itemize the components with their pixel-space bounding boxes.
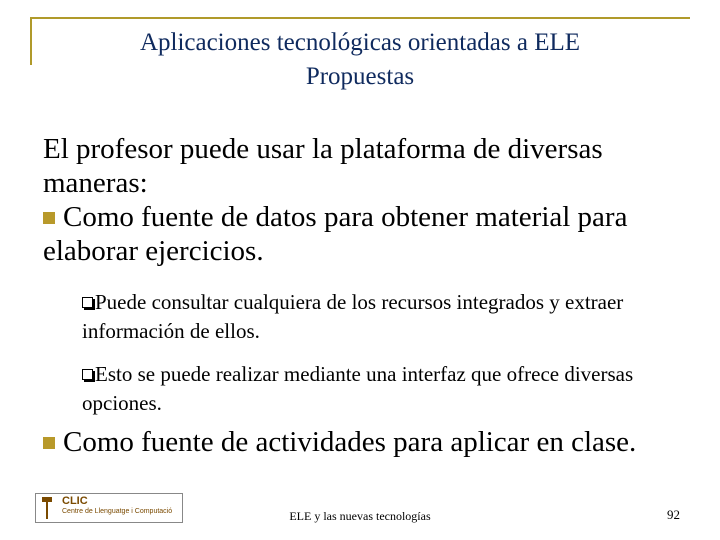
sub-bullet-item <box>82 360 682 418</box>
title-frame-top-line <box>30 17 690 19</box>
bullet-text: Como fuente de datos para obtener material para elaborar ejercicios. <box>43 201 628 267</box>
logo-name: CLIC <box>62 495 88 507</box>
square-bullet-icon <box>43 212 55 224</box>
clic-logo <box>35 493 183 523</box>
sub-bullet-text: Esto se puede realizar mediante una interfaz que ofrece diversas opciones. <box>82 362 634 415</box>
page-number: 92 <box>667 507 680 522</box>
bullet-item <box>43 425 703 459</box>
title-frame-left-line <box>30 17 32 65</box>
slide-body <box>43 132 683 268</box>
hollow-square-bullet-icon <box>82 369 93 380</box>
sub-bullet-text: Puede consultar cualquiera de los recursos integrados y extraer información de ellos. <box>82 290 624 343</box>
slide-title-line-1: Aplicaciones tecnológicas orientadas a ELE <box>139 29 581 56</box>
bullet-text: Como fuente de actividades para aplicar en clase. <box>63 426 637 458</box>
clic-logo-mark-icon <box>42 497 52 519</box>
slide-title-line-2: Propuestas <box>305 63 415 90</box>
footer-title: ELE y las nuevas tecnologías <box>289 509 431 523</box>
sub-bullet-item <box>82 288 682 346</box>
hollow-square-bullet-icon <box>82 297 93 308</box>
slide-title <box>60 26 660 94</box>
bullet-item <box>43 200 683 268</box>
square-bullet-icon <box>43 437 55 449</box>
logo-subtitle: Centre de Llenguatge i Computació <box>62 508 173 515</box>
intro-text: El profesor puede usar la plataforma de diversas maneras: <box>43 133 603 199</box>
